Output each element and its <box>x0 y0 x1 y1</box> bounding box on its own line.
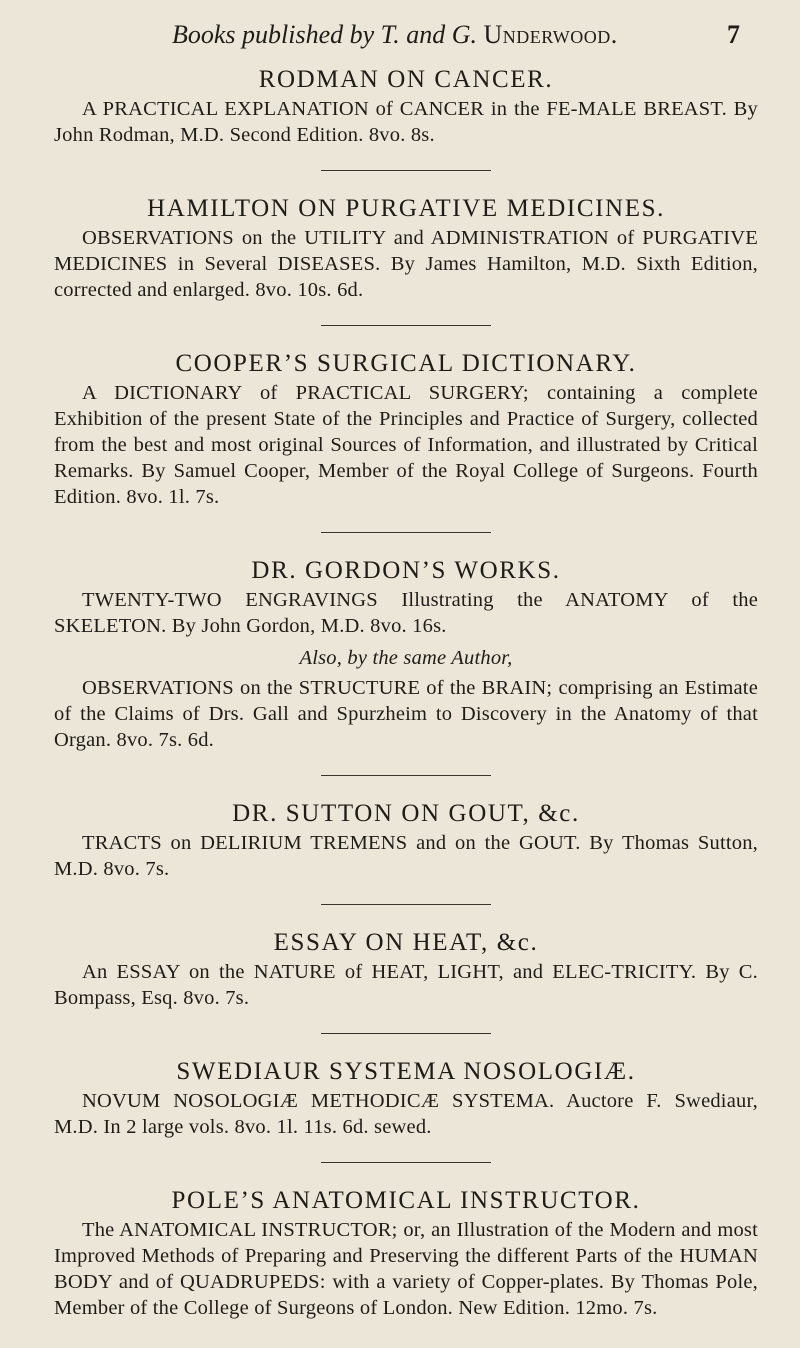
entry-subheading: Also, by the same Author, <box>299 647 513 669</box>
section-divider <box>321 325 491 326</box>
entry-heading: POLE’S ANATOMICAL INSTRUCTOR. <box>171 1187 641 1214</box>
section-divider <box>321 170 491 171</box>
entry-description: A DICTIONARY of PRACTICAL SURGERY; containing a complete Exhibition of the present State of the Principles and Practice of Surgery, collected from the best and most original Sources of Information, and illustrated by Critical Remarks. By Samuel Cooper, Member of the Royal College of Surgeons. Fourth Edition. 8vo. 1l. 7s. <box>54 382 758 508</box>
entry-description: An ESSAY on the NATURE of HEAT, LIGHT, and ELEC-TRICITY. By C. Bompass, Esq. 8vo. 7s. <box>54 961 758 1009</box>
entry-heading: COOPER’S SURGICAL DICTIONARY. <box>175 350 637 377</box>
header-title-prefix: Books published by T. and G. <box>172 20 484 49</box>
book-entry-sutton <box>54 798 758 882</box>
section-divider <box>321 904 491 905</box>
book-entry-bompass <box>54 927 758 1011</box>
entry-heading: DR. SUTTON ON GOUT, &c. <box>232 800 580 827</box>
entry-description-second: OBSERVATIONS on the STRUCTURE of the BRAIN; comprising an Estimate of the Claims of Drs. Gall and Spurzheim to Discovery in the Anatomy of that Organ. 8vo. 7s. 6d. <box>54 677 758 751</box>
book-entry-cooper <box>54 348 758 510</box>
book-entry-swediaur <box>54 1056 758 1140</box>
book-entry-pole <box>54 1185 758 1321</box>
entry-description: The ANATOMICAL INSTRUCTOR; or, an Illustration of the Modern and most Improved Methods of Preparing and Preserving the different Parts of the HUMAN BODY and of QUADRUPEDS: with a variety of Copper-plates. By Thomas Pole, Member of the College of Surgeons of London. New Edition. 12mo. 7s. <box>54 1219 758 1319</box>
entry-heading: HAMILTON ON PURGATIVE MEDICINES. <box>147 195 665 222</box>
running-header <box>54 20 758 60</box>
header-publisher-name: Underwood. <box>483 20 618 49</box>
entry-description: TWENTY-TWO ENGRAVINGS Illustrating the ANATOMY of the SKELETON. By John Gordon, M.D. 8vo. 16s. <box>54 589 758 637</box>
book-entry-hamilton <box>54 193 758 303</box>
entry-heading: RODMAN ON CANCER. <box>258 66 554 93</box>
entry-heading: ESSAY ON HEAT, &c. <box>273 929 539 956</box>
section-divider <box>321 532 491 533</box>
section-divider <box>321 1033 491 1034</box>
entry-description: A PRACTICAL EXPLANATION of CANCER in the FE-MALE BREAST. By John Rodman, M.D. Second Edition. 8vo. 8s. <box>54 98 758 146</box>
book-entry-rodman <box>54 64 758 148</box>
header-title <box>172 20 618 50</box>
entry-description: NOVUM NOSOLOGIÆ METHODICÆ SYSTEMA. Auctore F. Swediaur, M.D. In 2 large vols. 8vo. 1l. 11s. 6d. sewed. <box>54 1090 758 1138</box>
page-number: 7 <box>727 20 740 49</box>
entry-heading: DR. GORDON’S WORKS. <box>251 557 561 584</box>
entry-description: TRACTS on DELIRIUM TREMENS and on the GOUT. By Thomas Sutton, M.D. 8vo. 7s. <box>54 832 758 880</box>
entry-heading: SWEDIAUR SYSTEMA NOSOLOGIÆ. <box>176 1058 636 1085</box>
section-divider <box>321 1162 491 1163</box>
section-divider <box>321 775 491 776</box>
entry-description: OBSERVATIONS on the UTILITY and ADMINISTRATION of PURGATIVE MEDICINES in Several DISEASES. By James Hamilton, M.D. Sixth Edition, corrected and enlarged. 8vo. 10s. 6d. <box>54 227 758 301</box>
book-entry-gordon <box>54 555 758 753</box>
